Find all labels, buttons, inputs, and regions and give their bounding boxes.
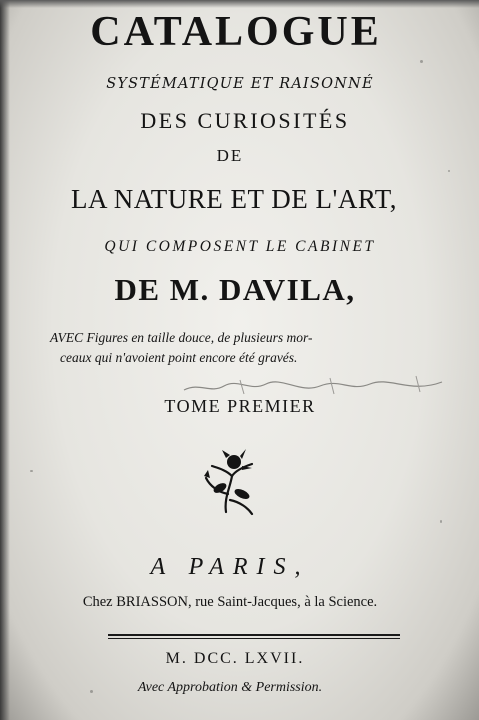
paper-speck [30,470,33,472]
place-of-publication: A PARIS, [150,554,310,580]
book-title: CATALOGUE [90,9,382,55]
description [50,328,410,368]
subtitle-line-1: SYSTÉMATIQUE ET RAISONNÉ [106,76,374,92]
description-line-2: ceaux qui n'avoient point encore été gravés. [60,350,298,365]
publisher-imprint: Chez BRIASSON, rue Saint-Jacques, à la Science. [82,594,378,610]
collector-name: DE M. DAVILA, [114,272,356,307]
flower-ornament-icon [196,448,266,518]
paper-speck [448,170,450,172]
double-rule-top [108,634,400,636]
description-line-1: AVEC Figures en taille douce, de plusieurs mor- [50,330,313,345]
volume-label: TOME PREMIER [164,396,316,416]
page-top-shadow [0,0,479,8]
publication-year: M. DCC. LXVII. [165,650,305,667]
page-edge-shadow [0,0,10,720]
subtitle-line-3: DE [216,146,244,165]
subtitle-line-4: LA NATURE ET DE L'ART, [71,184,397,214]
subtitle-line-5: QUI COMPOSENT LE CABINET [104,238,376,255]
approbation-line: Avec Approbation & Permission. [137,680,323,695]
paper-speck [420,60,423,63]
double-rule-bottom [108,638,400,639]
subtitle-line-2: DES CURIOSITÉS [140,108,350,133]
paper-speck [440,520,442,523]
